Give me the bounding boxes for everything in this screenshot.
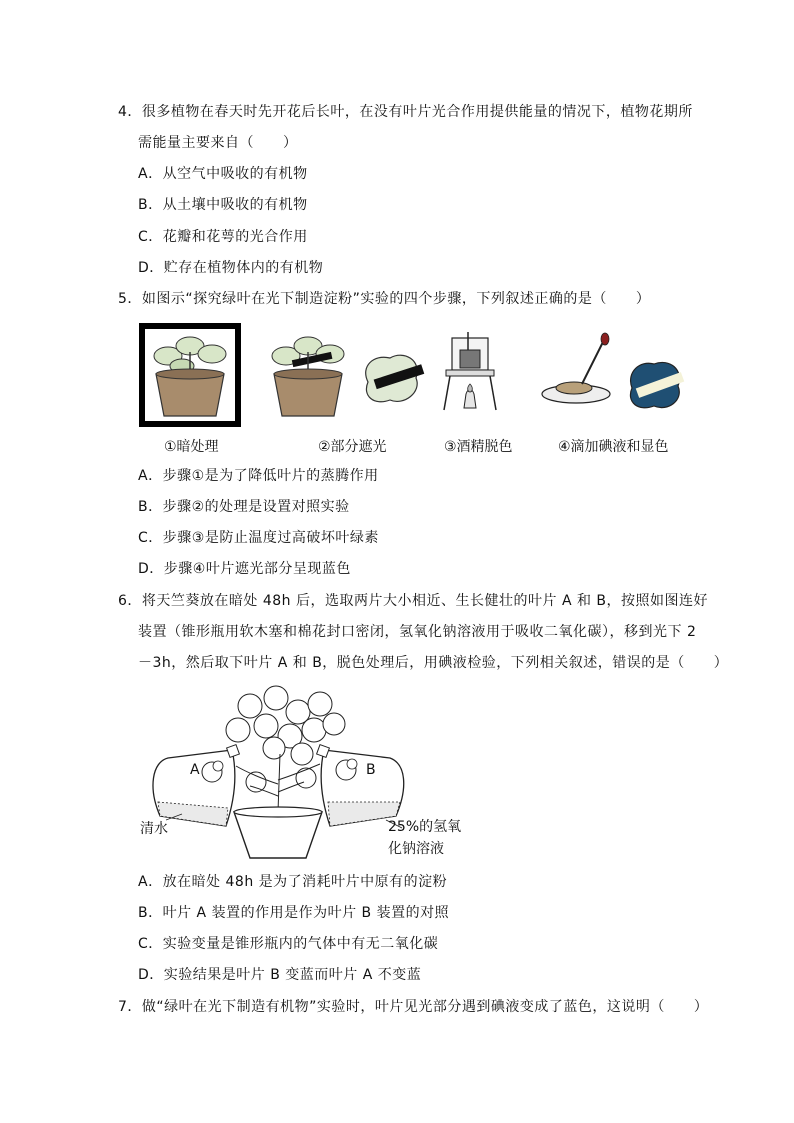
q6-stem-line1: 6．将天竺葵放在暗处 48h 后，选取两片大小相近、生长健壮的叶片 A 和 B，按照如图连好	[118, 593, 709, 609]
q5-option-d[interactable]: D．步骤④叶片遮光部分呈现蓝色	[138, 561, 351, 577]
q4-stem-line2: 需能量主要来自（ ）	[138, 135, 298, 151]
flower-pot-icon	[234, 812, 322, 858]
iodine-dropper-icon	[542, 333, 610, 403]
q7-stem-line1: 7．做“绿叶在光下制造有机物”实验时，叶片见光部分遇到碘液变成了蓝色，这说明（ ）	[118, 999, 709, 1015]
q5-option-a[interactable]: A．步骤①是为了降低叶片的蒸腾作用	[138, 468, 379, 484]
q5-label-step3: ③酒精脱色	[444, 439, 513, 455]
q4-option-d[interactable]: D．贮存在植物体内的有机物	[138, 260, 324, 276]
q5-label-step2: ②部分遮光	[318, 439, 387, 455]
shaded-leaf-icon	[366, 355, 425, 402]
flask-a-icon	[153, 745, 239, 826]
q4-option-b[interactable]: B．从土壤中吸收的有机物	[138, 197, 308, 213]
q6-option-d[interactable]: D．实验结果是叶片 B 变蓝而叶片 A 不变蓝	[138, 967, 422, 983]
q5-option-b[interactable]: B．步骤②的处理是设置对照实验	[138, 499, 350, 515]
q4-option-c[interactable]: C．花瓣和花萼的光合作用	[138, 229, 308, 245]
q6-stem-line3: －3h，然后取下叶片 A 和 B，脱色处理后，用碘液检验，下列相关叙述，错误的是（ ）	[138, 655, 729, 671]
water-bath-apparatus-icon	[444, 332, 496, 410]
q5-label-step1: ①暗处理	[164, 439, 219, 455]
q6-option-a[interactable]: A．放在暗处 48h 是为了消耗叶片中原有的淀粉	[138, 874, 448, 890]
q6-label-water: 清水	[140, 821, 168, 837]
q6-label-naoh-line1: 25%的氢氧	[388, 819, 462, 835]
q6-option-c[interactable]: C．实验变量是锥形瓶内的气体中有无二氧化碳	[138, 936, 439, 952]
q6-label-a: A	[190, 762, 200, 778]
shaded-plant-icon	[272, 337, 344, 416]
q4-stem-line1: 4．很多植物在春天时先开花后长叶，在没有叶片光合作用提供能量的情况下，植物花期所	[118, 104, 693, 120]
q6-stem-line2: 装置（锥形瓶用软木塞和棉花封口密闭，氢氧化钠溶液用于吸收二氧化碳），移到光下 2	[138, 624, 697, 640]
dark-box-plant-icon	[142, 326, 238, 424]
q4-option-a[interactable]: A．从空气中吸收的有机物	[138, 166, 308, 182]
q6-label-naoh-line2: 化钠溶液	[388, 841, 444, 857]
q6-label-b: B	[366, 762, 376, 778]
stained-leaf-icon	[630, 362, 684, 407]
q5-option-c[interactable]: C．步骤③是防止温度过高破坏叶绿素	[138, 530, 379, 546]
q5-label-step4: ④滴加碘液和显色	[558, 439, 669, 455]
q5-stem-line1: 5．如图示“探究绿叶在光下制造淀粉”实验的四个步骤，下列叙述正确的是（ ）	[118, 291, 651, 307]
flask-b-icon	[317, 745, 404, 826]
q6-option-b[interactable]: B．叶片 A 装置的作用是作为叶片 B 装置的对照	[138, 905, 450, 921]
q5-experiment-figure	[138, 322, 698, 428]
